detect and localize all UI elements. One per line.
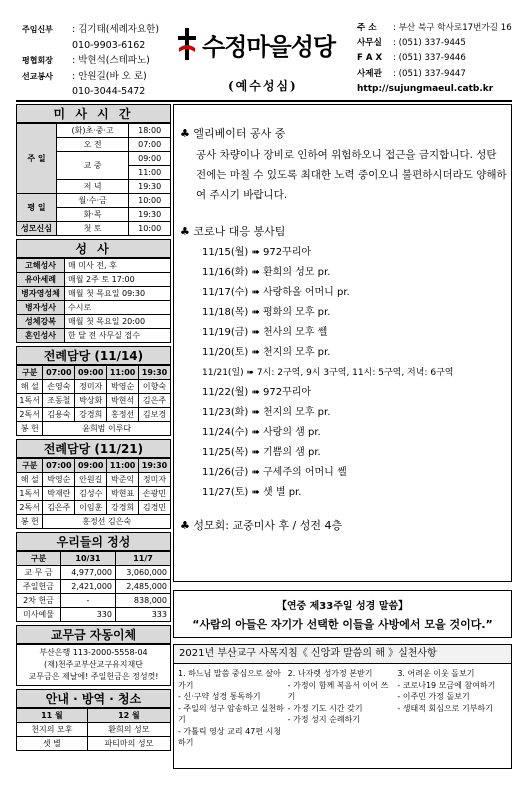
autotransfer-box	[16, 644, 171, 686]
liturgy-1121-title: 전례담당 (11/21)	[16, 439, 171, 458]
website-link[interactable]: http://sujungmaeul.catb.kr	[357, 83, 494, 94]
office-row: 사무실 : (051) 337-9445	[357, 38, 466, 49]
offering-reminder: 교무금은 제날에! 주일헌금은 정성껏!	[28, 672, 159, 681]
guide-table: 11 월 12 월 천지의 모후 환희의 성모 셋 별 파티마의 성모	[16, 708, 171, 751]
bank-account: 부산은행 113-2000-5558-04	[39, 648, 148, 657]
volunteer-schedule	[180, 243, 510, 503]
schedule-item: 11/25(목) ➠ 기쁨의 샘 pr.	[202, 447, 321, 458]
diocese-columns	[174, 664, 511, 753]
church-subtitle: (예수성심)	[228, 79, 298, 93]
corona-heading: ♣ 코로나 대응 봉사팀	[180, 225, 286, 238]
church-name: 수정마을성당	[202, 31, 336, 61]
verse-text: “사람의 아들은 자기가 선택한 이들을 사방에서 모을 것이다.”	[192, 618, 493, 631]
verse-title: 【연중 제33주일 성경 말씀】	[276, 601, 409, 612]
elevator-text: 공사 차량이나 장비로 인하여 위험하오니 접근을 금지합니다. 성탄 전에는 마칠 수 있도록 최대한 노력 중이오니 불편하시더라도 양해하여 주시기 바랍니다.	[196, 149, 507, 201]
guide-title: 안내 · 방역 · 청소	[16, 689, 171, 708]
guideline-col-1: 1. 하느님 말씀 중심으로 살아가기 - 신·구약 성경 통독하기 - 주일의 성구 암송하고 실천하기 - 가톨릭 영상 교리 47편 시청하기	[178, 669, 284, 747]
schedule-item: 11/27(토) ➠ 샛 별 pr.	[202, 487, 302, 498]
schedule-item: 11/20(토) ➠ 천지의 모후 pr.	[202, 347, 331, 358]
schedule-item: 11/21(일) ➠ 7시: 2구역, 9시 3구역, 11시: 5구역, 저녁: 6구역	[202, 368, 454, 378]
liturgy-1121-table: 구분 07:00 09:00 11:00 19:30 해 설 박영순 안원길 박준익 정미자 1독서 박재란 김성수 박현표 손광민 2독서 김은주 이임훈 강경희 김경민 봉 헌 홍정선 김은숙	[16, 458, 171, 529]
left-column	[16, 104, 171, 751]
pastor-info	[22, 22, 172, 100]
liturgy-1114-table: 구분 07:00 09:00 11:00 19:30 해 설 손영숙 정미자 박영순 이향숙 1독서 조동철 박상화 박현석 김은주 2독서 김용숙 강경희 홍정선 김보경 봉 헌 윤희범 이루다	[16, 365, 171, 436]
schedule-item: 11/16(화) ➠ 환희의 성모 pr.	[202, 267, 331, 278]
mission-row: 선교봉사 : 안원길(바 오 로)	[22, 70, 147, 82]
mission-phone-row: 010-3044-5472	[72, 86, 146, 97]
schedule-item: 11/19(금) ➠ 천사의 모후 쎌	[202, 327, 328, 338]
schedule-item: 11/23(화) ➠ 천지의 모후 pr.	[202, 407, 331, 418]
council-row: 평협회장 : 박현석(스테파노)	[22, 55, 150, 66]
mass-times-table: 주 일 (화)초·중·고 18:00 오 전 07:00 교 중 09:00 11:00 저 녁 19:30 평 일 월·수·금 10:00 화·목 19:30 성모신심 첫 토 10:00	[16, 123, 171, 236]
offering-title: 우리들의 정성	[16, 532, 171, 551]
schedule-item: 11/22(월) ➠ 972꾸리아	[202, 387, 312, 398]
guideline-col-3: 3. 어려운 이웃 돌보기 - 코로나19 모금에 참여하기 - 이주민 가정 돌보기 - 생태적 회심으로 기부하기	[397, 669, 496, 713]
address-row: 주 소 : 부산 북구 학사로17번가길 16	[357, 23, 512, 33]
diocese-heading: 2021년 부산교구 사목지침《 신앙과 말씀의 해 》실천사항	[174, 645, 511, 664]
sacraments-title: 성 사	[16, 239, 171, 258]
offering-table: 구분 10/31 11/7 교 무 금 4,977,000 3,060,000 주일헌금 2,421,000 2,485,000 2차 헌금 - 838,000 미사예물 330 333	[16, 551, 171, 622]
autotransfer-title: 교무금 자동이체	[16, 625, 171, 644]
mothers-council-notice: ♣ 성모회: 교중미사 후 / 성전 4층	[180, 519, 343, 532]
schedule-item: 11/24(수) ➠ 사랑의 샘 pr.	[202, 427, 321, 438]
pastor-row: 주임신부 : 김기태(세례자요한)	[22, 24, 160, 35]
schedule-item: 11/17(수) ➠ 사랑하올 어머니 pr.	[202, 287, 350, 298]
guideline-col-2: 2. 나자렛 성가정 본받기 - 가정이 함께 복음서 이어 쓰기 - 가정 기도 시간 갖기 - 가정 성지 순례하기	[287, 669, 389, 724]
schedule-item: 11/15(월) ➠ 972꾸리아	[202, 247, 312, 258]
pastor-phone-row: 010-9903-6162	[72, 39, 146, 51]
schedule-item: 11/26(금) ➠ 구세주의 어머니 쎌	[202, 467, 347, 478]
cross-icon	[176, 28, 198, 60]
foundation-name: (재)천주교부산교구유지재단	[44, 660, 143, 669]
liturgy-1114-title: 전례담당 (11/14)	[16, 346, 171, 365]
church-logo	[176, 24, 346, 64]
contact-info	[357, 21, 517, 97]
fax-row: F A X : (051) 337-9446	[357, 53, 466, 64]
elevator-heading: ♣ 엘리베이터 공사 중	[180, 127, 286, 140]
sacraments-table: 고해성사 매 미사 전, 후 유아세례 매월 2주 토 17:00 병자영성체 매월 첫 목요일 09:30 병자성사 수시로 성체강복 매월 첫 목요일 20:00 혼인성사 한 달 전 사무실 접수	[16, 258, 171, 343]
notices-content	[180, 125, 510, 537]
schedule-item: 11/18(목) ➠ 평화의 모후 pr.	[202, 307, 331, 318]
rectory-row: 사제관 : (051) 337-9447	[357, 68, 466, 79]
weekly-verse-box	[173, 590, 512, 638]
header-divider	[16, 100, 512, 102]
diocese-guideline-box	[173, 644, 512, 769]
mass-times-title: 미 사 시 간	[16, 104, 171, 123]
